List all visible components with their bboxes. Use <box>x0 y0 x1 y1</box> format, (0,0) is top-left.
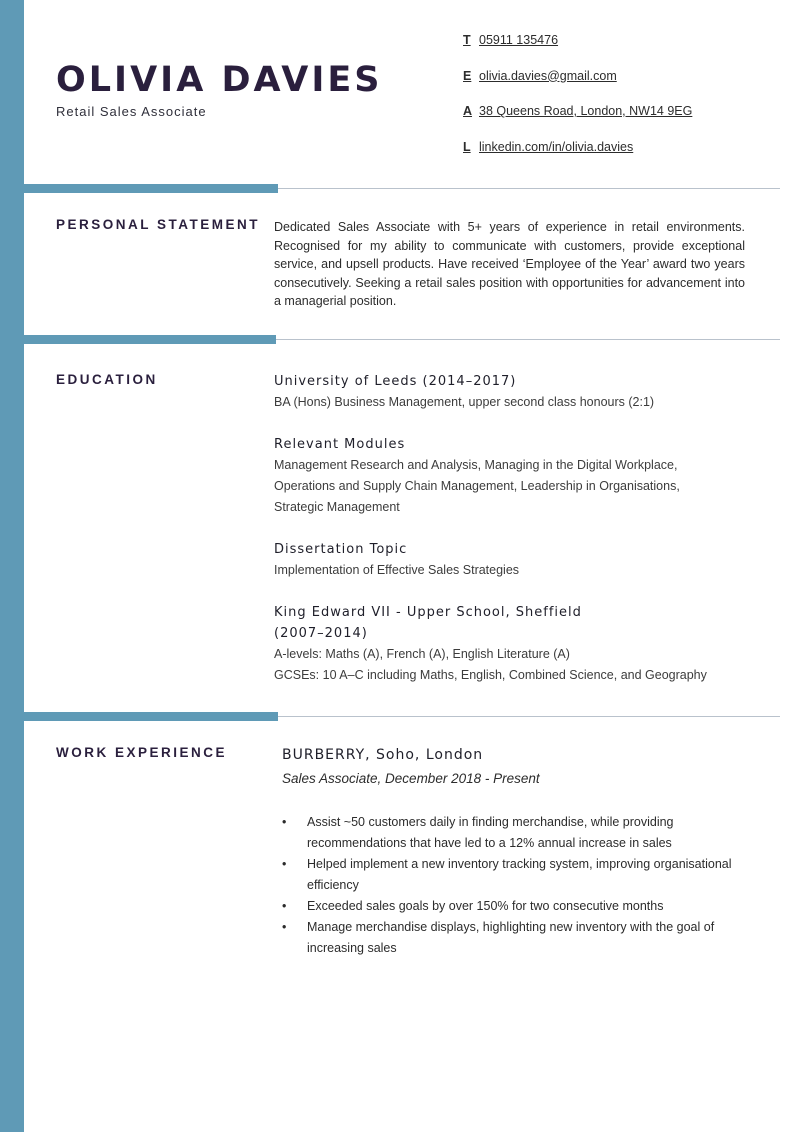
education-heading: EDUCATION <box>56 372 158 387</box>
contact-address[interactable] <box>463 104 692 140</box>
divider-accent <box>24 712 278 721</box>
personal-statement-text: Dedicated Sales Associate with 5+ years of experience in retail environments. Recognised for my ability to communicate with customers, provide exceptional service, and upsell products. Have received ‘Employee of the Year’ award two years consecutively. Seeking a retail sales position with opportunities for advancement into a managerial position. <box>274 220 745 308</box>
modules-line: Management Research and Analysis, Managing in the Digital Workplace, <box>274 458 678 472</box>
list-item: • Helped implement a new inventory tracking system, improving organisational efficiency <box>282 854 752 896</box>
contact-address-value[interactable]: 38 Queens Road, London, NW14 9EG <box>479 104 693 118</box>
dissertation-topic: Implementation of Effective Sales Strategies <box>274 563 520 577</box>
contact-address-key: A <box>463 104 473 118</box>
contact-email[interactable] <box>463 69 692 105</box>
contact-linkedin-value[interactable]: linkedin.com/in/olivia.davies <box>479 139 634 154</box>
modules-line: Operations and Supply Chain Management, Leadership in Organisations, <box>274 479 680 493</box>
section-divider <box>24 184 780 194</box>
candidate-name: OLIVIA DAVIES <box>56 60 383 100</box>
modules-heading: Relevant Modules <box>274 437 406 452</box>
contact-email-key: E <box>463 68 472 83</box>
list-item: • Manage merchandise displays, highlighting new inventory with the goal of increasing sales <box>282 917 752 959</box>
education-content <box>274 371 754 686</box>
section-divider <box>24 712 780 722</box>
personal-statement-heading: PERSONAL STATEMENT <box>56 217 261 232</box>
contact-phone-key: T <box>463 33 471 47</box>
job-title: Retail Sales Associate <box>56 104 207 119</box>
job-role: Sales Associate, December 2018 - Present <box>282 771 540 786</box>
contact-phone-value[interactable]: 05911 135476 <box>479 33 559 47</box>
list-item: • Assist ~50 customers daily in finding merchandise, while providing recommendations that have led to a 12% annual increase in sales <box>282 812 752 854</box>
work-experience-heading: WORK EXPERIENCE <box>56 745 228 760</box>
divider-accent <box>24 184 278 193</box>
school-alevels: A-levels: Maths (A), French (A), English Literature (A) <box>274 647 570 661</box>
left-accent-bar <box>0 0 24 1132</box>
work-experience-content <box>282 745 752 959</box>
contact-linkedin-key: L <box>463 139 471 154</box>
divider-line <box>276 339 780 340</box>
modules-line: Strategic Management <box>274 500 400 514</box>
dissertation-heading: Dissertation Topic <box>274 542 408 557</box>
section-divider <box>24 335 780 345</box>
contact-email-value[interactable]: olivia.davies@gmail.com <box>479 68 617 83</box>
responsibilities-list <box>282 812 752 959</box>
university-degree: BA (Hons) Business Management, upper second class honours (2:1) <box>274 395 655 409</box>
company-name: BURBERRY, Soho, London <box>282 747 484 763</box>
school-gcses: GCSEs: 10 A–C including Maths, English, Combined Science, and Geography <box>274 668 707 682</box>
contact-block <box>463 33 692 175</box>
list-item: • Exceeded sales goals by over 150% for two consecutive months <box>282 896 752 917</box>
divider-accent <box>24 335 276 344</box>
divider-line <box>278 716 780 717</box>
university-name: University of Leeds (2014–2017) <box>274 374 517 389</box>
school-name: King Edward VII - Upper School, Sheffield <box>274 605 582 620</box>
contact-phone[interactable] <box>463 33 692 69</box>
contact-linkedin[interactable] <box>463 140 692 176</box>
divider-line <box>278 188 780 189</box>
school-years: (2007–2014) <box>274 626 368 641</box>
